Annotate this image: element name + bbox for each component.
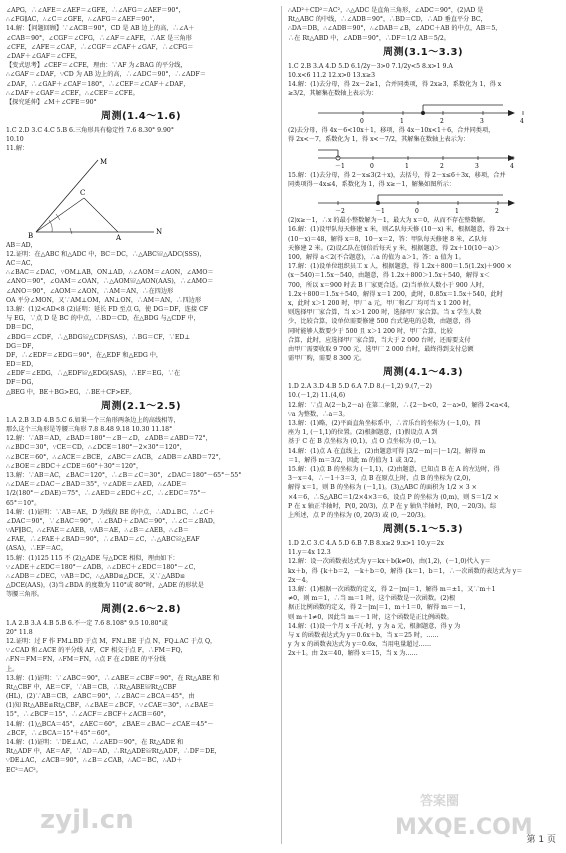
geometry-figure (26, 154, 166, 240)
text-line: P 在 x 轴正半轴时，P(0, 20/3)，点 P 在 y 轴负半轴时，P(0, －20/3)。综 (288, 502, 497, 510)
text-line: 上。 (6, 665, 19, 673)
text-line: ∠DAC＝90°，∵∠BAC＝90°，∴∠BAD＋∠DAC＝90°，∴∠C＝∠BAD， (6, 517, 220, 525)
text-line: △BEG 中，BE＋BG>EG，∴BE＋CF>EF。 (6, 388, 136, 396)
text-line: ∠BDG＝∠CDF，∴△BDG≌△CDF(SAS)，∴BG＝CF，∵ED⊥ (6, 333, 191, 341)
text-line: (1)知 Rt△ABE≌Rt△CBF，∴∠BAE＝∠BCF，∵∠CAE＝30°，∴∠BAE＝ (6, 702, 215, 710)
text-line: 据正比例函数的定义，得 2－|m|＝1，m＋1＝0，解得 m＝－1， (288, 604, 470, 612)
text-line: 那么这个三角形是等腰三角形 7.8 8.48 9.18 10.30 11.18° (6, 426, 173, 433)
section-title-week-4: 周测(3.1～3.3) (382, 46, 464, 58)
text-line: ∠APG，∴∠AFE＝∠AEF＝∠GFE，∴∠AFG＝∠AEF＝90°， (6, 7, 185, 14)
text-line: ∠FAE，∴∠FAE＋∠BAD＝90°，∴∠BAD＝∠C，∴△ABC≌△EAF (6, 536, 200, 544)
tick-label: －1 (335, 162, 345, 170)
text-line: 14.解：(1)△BCA＝45°，∠AEC＝60°，∠BAE＝∠BAC－∠CAE＝45°－ (6, 720, 214, 728)
text-line: ∴FN＝FM＝FN，∴FM＝FN，∴点 F 在∠DBE 的平分线 (6, 656, 166, 664)
text-line: 3－x＝4，∴－1＋3＝3，点 B 在原点上时，点 B 的坐标为 (2,0)， (288, 475, 475, 483)
text-line: 2x＋1。由 2x＝40，解得 x＝15，当 x 为…… (288, 650, 418, 658)
left-column (6, 6, 276, 775)
text-line: ∠ANO＝90°，∠OAM＝∠OAN，∴△AOM≌△AON(AAS)，∴∠AMO＝ (6, 278, 214, 286)
label-a: A (116, 233, 122, 242)
text-line: 得 2x<－7，系数化为 1，得 x<－7/2，其解集在数轴上表示为： (288, 135, 470, 143)
tick-label: 2 (440, 117, 444, 125)
text-line: AC＝AC， (6, 260, 37, 267)
section-2-answers (6, 416, 276, 600)
text-line: 12.证明：在△ABC 和△ADC 中，BC＝DC，∴△ABC≌△ADC(SSS)， (6, 250, 206, 258)
text-line: 由甲厂需要收取 9 700 元，选甲厂 2 000 台时，最终得到支付总额 (288, 345, 474, 353)
tick-label: 3 (475, 162, 479, 170)
watermark-mxqe: MXQE.COM (395, 815, 533, 840)
text-line: 11.解： (6, 145, 29, 153)
tick-label: 4 (510, 162, 514, 170)
text-line: 14.解：(1)点 A 在直线上，(2)由题意可得 |3/2－m|＝|－1/2|，解得 m (288, 447, 486, 455)
section-4-part-2 (288, 126, 558, 144)
tick-label: 1 (405, 162, 409, 170)
column-divider (281, 6, 282, 844)
text-line: ∠DAF，∴∠GAF＋∠CAF＝180°，∴∠CEF＝∠CAF＋∠DAF， (6, 80, 190, 88)
text-line: ≥3/2，其解集在数轴上表示为： (288, 90, 378, 98)
text-line: 则 m＋1≠0，因此当 m＝－1 时，这个函数是正比例函数。 (288, 613, 453, 621)
text-line: ∴∠FG∥AC，∴∠C＝∠GFE，∴∠AFG＝∠AEF＝90°， (6, 16, 159, 24)
section-4-part-3 (288, 171, 558, 189)
text-line: 10.x<6 11.2 12.x>0 13.x≥3 (288, 71, 376, 79)
text-line: 1/2(180°－∠DAE)＝75°，∴∠AED＝∠EDC＋∠C，∴∠EDC＝75°－ (6, 490, 207, 498)
text-line: 同时能够人数要少于 500 且 x＞1 200 时，甲厂合算，比较 (288, 327, 453, 335)
text-line: (2)x≥－1，∴x 的最小整数解为－1，最大为 x＝0，从而不存在整数解。 (288, 217, 490, 225)
right-top-block (288, 6, 558, 43)
text-line: ∴在 Rt△ABD 中，∠ADB＝90°，∴DF＝1/2 AB＝5/2。 (288, 34, 450, 42)
text-line: 与 EG，∵点 D 是 BC 的中点，∴BD＝CD，在△BDG 与△CDF 中， (6, 315, 200, 323)
text-line: ∵∠ADE＋∠EDC＝180°－∠ADB，∴∠DEC＋∠EDC＝180°－∠C， (6, 563, 200, 571)
text-line: 1.2x＋800＝1.5x＋540，解得 x＝1 200，此时，0.85x＝1.5x＋540，此时 (288, 290, 503, 298)
text-line: (2)去分母，得 4x－6<10x＋1，移项，得 4x－10x<1＋6，合并同类项， (288, 126, 495, 134)
text-line: △DCE(AAS)，(3)当∠BDA 的度数为 110°或 80°时，△ADE 的形状是 (6, 582, 204, 590)
tick-label: 4 (520, 117, 524, 125)
tick-label: 3 (480, 117, 484, 125)
left-top-block (6, 6, 276, 107)
text-line: 1.D 2.A 3.D 4.B 5.D 6.A 7.D 8.(－1,2) 9.(7,－2) (288, 383, 432, 391)
text-line: ∠BCF，∴∠BCA＝15°＋45°＝60°。 (6, 729, 114, 737)
text-line: 12.解：∵点 A(2－b,2－a) 在第二象限，∴{2－b<0，2－a>0，解得 2<a<4， (288, 401, 514, 409)
text-line: ∵DE⊥AC，∠ACB＝90°，∴∠B＝∠CAB，∴AC＝BC，∴AD＋ (6, 757, 183, 765)
text-line: ∠CAB＝90°，∠CGF＝∠CFG，∴∠AF＝∠AFE，∴AE 是三角形 (6, 34, 192, 42)
text-line: DF＝DG， (6, 379, 38, 387)
text-line: 14.解：(1)设一个月 x 千瓦·时，y 为 a 元，根据题意，得 y 为 (288, 622, 461, 630)
number-line-2 (288, 144, 558, 170)
text-line: 700，所以 x＝900 时去 B 厂家更合适。(2)当单位人数小于 900 人时， (288, 281, 489, 289)
section-title-week-6: 周测(5.1～5.3) (382, 524, 464, 536)
label-n: N (156, 227, 163, 236)
text-line: (HL)，(2)∵AB＝CB，∠ABC＝90°，∴∠BAC＝∠BCA＝45°，由 (6, 693, 195, 701)
text-line: 合算，此时，应选择甲厂家合算，当大于 2 000 台时，还需要支付 (288, 336, 471, 344)
text-line: 12.解：∵AB＝AD，∠BAD＝180°－∠B－∠D，∠ADB＝∠ABD＝72°， (6, 435, 212, 443)
text-line: (x－540)＝1.5x－540，由题意，得 1.2x＋800＞1.5x＋540，解得 x＜ (288, 272, 490, 280)
text-line: ∴AD²＋CD²＝AC²，∴△ADC 是直角三角形，∠ADC＝90°，(2)AD 是 (288, 7, 484, 14)
text-line: ∵AF∥BC，∴∠FAE＝∠AEB，∵AB＝AE，∴∠B＝∠AEB，∴∠B＝ (6, 527, 190, 535)
section-1-answers (6, 126, 276, 154)
text-line: 100，解得 a＜2(不合题意)，∴a 的值为 a＞1，答：a 值为 1。 (288, 254, 465, 261)
text-line: 13.解：(1)证明：∵∠ABC＝90°，∴∠ABE＝∠CBF＝90°，在 Rt△ABE 和 (6, 674, 220, 682)
label-c: C (80, 188, 86, 197)
text-line: 【探究延伸】∠M＋∠CFE＝90° (6, 98, 97, 106)
section-3-answers (6, 619, 276, 775)
text-line: (10－x)＝48，解得 x＝8，10－x＝2，答：甲队每天修建 8 米，乙队每 (288, 235, 487, 243)
section-title-week-1: 周测(1.4～1.6) (100, 111, 182, 123)
tick-label: 0 (370, 162, 374, 170)
section-4-part-4 (288, 216, 558, 363)
section-title-week-2: 周测(2.1～2.5) (100, 400, 182, 412)
label-b: B (28, 231, 34, 240)
text-line: ∠DAF＋∠GAF＝∠CFE， (6, 52, 82, 60)
angle-bisector-diagram (6, 154, 276, 240)
text-line: AB＝AD， (6, 241, 37, 249)
text-line: 需甲厂购，需要 8 300 元。 (288, 355, 366, 363)
page-number: 第 1 页 (526, 835, 556, 845)
text-line: ×4＝6，∴S△ABC＝1/2×4×3＝6，设点 P 的坐标为 (0,m)，则 S＝1/2 × (288, 493, 499, 501)
text-line: 15.解：(1)125 115 不 (2)△ADE 与△DCE 相似，理由如下： (6, 554, 179, 562)
text-line: 与 x 的函数表达式为 y＝0.6x＋b，当 x＝25 时，…… (288, 631, 439, 639)
text-line: 13.解：∵AB＝AC，∠BAC＝120°，∴∠B＝∠C＝30°，∠DAC＝180°－65°－55° (6, 471, 242, 479)
tick-label: 0 (360, 117, 364, 125)
right-column (288, 6, 558, 659)
text-line: 14.解：(1)证明：∵AB＝AE，D 为线段 BE 的中点，∴AD⊥BC，∴∠C＋ (6, 508, 215, 516)
text-line: Rt△CBF 中，AE＝CF，∵AB＝CB，∴Rt△ABE≌Rt△CBF (6, 683, 177, 691)
text-line: 16.解：(1)设甲队每天修建 x 米，则乙队每天修 (10－x) 米，根据题意，得 2x＋ (288, 226, 511, 234)
text-line: 1.A 2.B 3.D 4.B 5.C 6.如果一个三角形两条边上的高线相等， (6, 416, 180, 424)
text-line: 12.证明：过 F 作 FM⊥BD 于点 M，FN⊥BE 于点 N，FQ⊥AC 于点 Q， (6, 637, 217, 645)
text-line: 14.解：【问题回顾】∵∠ACB＝90°，CD 是 AB 边上的高，∴∠A＋ (6, 25, 195, 33)
text-line: ∠CFE，∠AFE＝∠CAF，∴∠CGF＝∠CAF＋∠GAF，∴∠CFG＝ (6, 43, 194, 51)
text-line: ∠ANO＝90°，∠AOM＝∠AON，∴AM＝AN，∴在四边形 (6, 287, 174, 295)
text-line: ∵∠CAD 和∠ACE 的平分线 AF，CF 相交于点 F，∴FM＝FQ， (6, 647, 187, 655)
text-line: (ASA)，∴EF＝AC。 (6, 545, 67, 553)
text-line: 同类项得－4x≤4，系数化为 1，得 x≥－1，解集如图所示： (288, 181, 455, 189)
text-line: 少，比较合算，设单位需要修建 500 台式笔电的总数，由题意，得 (288, 318, 471, 326)
text-line: 1.C 2.D 3.C 4.C 5.B 6.三角形具有稳定性 7.6 8.30° 9.90° (6, 127, 174, 135)
text-line: 14.解：(1)证明：∵DE⊥AC，∴∠AED＝90°，在 Rt△ADE 和 (6, 739, 184, 746)
text-line: 15.解：(1)点 B 的坐标为 (－1,1)，(2)由题意，已知点 B 在 A 的左边时，得 (288, 465, 500, 473)
text-line: EC²＝AC²。 (6, 766, 42, 774)
text-line: 天修建 2 米。(2)设乙队在加倍后每天 y 米，根据题意，得 2x＋10(10－a)＞ (288, 244, 501, 252)
text-line: DB＝DC， (6, 324, 38, 332)
section-6-answers (288, 539, 558, 658)
text-line: ≠0，则 m＝1，∴当 m＝1 时，这个函数是一次函数。(2)根 (288, 595, 456, 603)
text-line: 14.解：(1)去分母，得 2x－2≥1，合并同类项，得 2x≥3，系数化为 1，得 x (288, 81, 502, 89)
text-line: OA 平分∠MON，又∵AM⊥OM，AN⊥ON，∴AM＝AN，∴四边形 (6, 296, 202, 304)
text-line: 11.y＝4x 12.3 (288, 549, 331, 557)
tick-label: 0 (415, 208, 419, 216)
text-line: 10.(－1,2) 11.(4,6) (288, 392, 346, 400)
text-line: 基于 C 在 B 点坐标为 (0,1)，点 O 点坐标为 (0,－1)。 (288, 438, 441, 446)
text-line: 65°＝10°。 (6, 499, 41, 507)
watermark-zyjl: zyjl.cn (40, 805, 134, 835)
text-line: 12.解：设一次函数表达式为 y＝kx＋b(k≠0)，由(1,2)，(－1,0)代入 y＝ (288, 558, 491, 566)
text-line: ∴∠BDC＝30°，∵CE＝CD，∴∠DCE＝180°－2×30°＝120°， (6, 444, 186, 452)
text-line: DF，∴∠EDF＝∠EDG＝90°，在△EDF 和△EDG 中， (6, 351, 163, 359)
text-line: ∴∠ADB＝∠DEC，∵AB＝DC，∴△ABD≌△DCE，又∵△ABD≌ (6, 573, 186, 580)
text-line: ∴∠GAF＝∠DAF，∵CD 为 AB 边上的高，∴∠ADC＝90°，∴∠ADF＝ (6, 71, 206, 79)
text-line: 15.解：(1)去分母，得 2－x≤3(2＋x)，去括号，得 2－x≤6＋3x，移项，合并 (288, 171, 506, 179)
section-5-answers (288, 382, 558, 520)
number-line-1 (288, 99, 558, 125)
text-line: 等腰三角形。 (6, 591, 44, 599)
text-line: Rt△ABC 的中线，∴∠ADB＝90°，∴BD＝CD，∴AD 垂直平分 BC， (288, 16, 487, 24)
text-line: kx＋b，得 {k＋b＝2，－k＋b＝0，解得 {k＝1，b＝1，∴一次函数的表达式为 y＝ (288, 567, 523, 575)
tick-label: 2 (440, 162, 444, 170)
text-line: 20° 11.8 (6, 628, 33, 636)
tick-label: 2 (495, 208, 499, 216)
section-title-week-3: 周测(2.6～2.8) (100, 603, 182, 615)
text-line: 1.A 2.B 3.A 4.B 5.B 6.不一定 7.6 8.108° 9.5 10.80°或 (6, 619, 168, 627)
text-line: ∴∠BOE＝∠BDC＋∠CDE＝60°＋30°＝120°， (6, 462, 143, 470)
text-line: 13.解：(1)2<AD<8 (2)证明：延长 FD 至点 G，使 DG＝DF，连接 CF (6, 305, 209, 313)
tick-label: －2 (335, 208, 345, 216)
text-line: 2x－4。 (288, 576, 312, 584)
section-4-answers (288, 62, 558, 99)
section-title-week-5: 周测(4.1～4.3) (382, 367, 464, 379)
text-line: ＝1，解得 m＝3/2，因此 m 的值为 1 或 3/2。 (288, 456, 420, 464)
text-line: ∴∠DAF＋∠GAF＝∠CEF，∴∠CEF＝∠CFE。 (6, 89, 139, 97)
watermark-daanquan: 答案圈 (420, 794, 460, 809)
text-line: DG＝DF， (6, 342, 38, 350)
text-line: Rt△ADF 中，AE＝AF，∵AD＝AD，∴Rt△ADE≌Rt△ADF，∴DF＝DE， (6, 748, 221, 756)
text-line: ∴∠BCE＝60°，∴∠ACE＝∠BCE，∠ABC＝∠ACB，∠ADB＝∠ABD＝72°， (6, 453, 225, 461)
text-line: 1.D 2.C 3.C 4.A 5.D 6.B 7.B 8.x≥2 9.x>1 10.y＝2x (288, 540, 444, 548)
text-line: 解得 x＝1，则 B 的坐标为 (－1,1)。(3)△ABC 的面积为 1/2 × 3 × (288, 484, 477, 492)
text-line: ED＝ED， (6, 361, 38, 369)
text-line: 上所述，点 P 的坐标为 (0, 20/3) 或 (0, －20/3)。 (288, 511, 430, 519)
tick-label: 1 (400, 117, 404, 125)
tick-label: －1 (375, 208, 385, 216)
text-line: 10.10 (6, 136, 24, 144)
text-line: ∴∠DAE＝∠DAC－∠BAD＝35°，∵∠ADE＝∠AED，∴∠ADE＝ (6, 481, 188, 489)
text-line: 1.C 2.B 3.A 4.D 5.D 6.1/2y－3>0 7.1/2y<5 8.x>1 9.A (288, 62, 453, 70)
tick-label: 1 (455, 208, 459, 216)
number-line-3 (288, 189, 558, 215)
label-m: M (100, 157, 108, 166)
text-line: 17.解：(1)设单位组织员工 x 人，根据题意，得 1.2x＋800＝1.5(1.2x)＋900 × (288, 263, 512, 271)
text-line: ∠EDF＝∠EDG，∴△EDF≌△EDG(SAS)，∴EF＝EG，∵在 (6, 370, 181, 378)
text-line: ∵a 为整数，∴a＝3。 (288, 410, 349, 418)
text-line: ∴DA＝DB，∴∠ADB＝90°，∴∠DAB＝∠B，∠ADC＋AB 的中点，AB＝5， (288, 25, 502, 33)
text-line: 座为 1, (－1,1)的位置。(2)根据题意，(1)假设点 A 到 (288, 429, 438, 437)
text-line: 13.解：(1)略，(2)平面直角坐标系中，∴音乐台的坐标为 (－1,0)，四 (288, 420, 481, 427)
text-line: x，此时 x＞1 200 时，甲厂 a 元，甲厂和乙厂均可当 x 1 200 时， (288, 299, 476, 307)
section-1-solutions (6, 241, 276, 397)
text-line: 13.解：(1)根据一次函数的定义，得 2－|m|＝1，解得 m＝±1，又∵m＋1 (288, 586, 496, 593)
text-line: 则选择甲厂家合算，当 x＞1 200 时，选择甲厂家合算。当 x 学生人数 (288, 309, 482, 317)
text-line: 15°，∴∠BCF＝15°，∴∠ACF＝∠BCF＋∠ACB＝60°， (6, 711, 170, 719)
text-line: 【变式思考】∠CEF＝∠CFE，理由：∵AF 为∠BAG 的平分线， (6, 62, 187, 70)
text-line: ∴∠BAC＝∠DAC，∵OM⊥AB，ON⊥AD，∴∠AOM＝∠AON，∠AMO＝ (6, 269, 214, 277)
text-line: y 为 x 的函数表达式为 y＝0.6x，当用电量超过…… (288, 641, 432, 649)
